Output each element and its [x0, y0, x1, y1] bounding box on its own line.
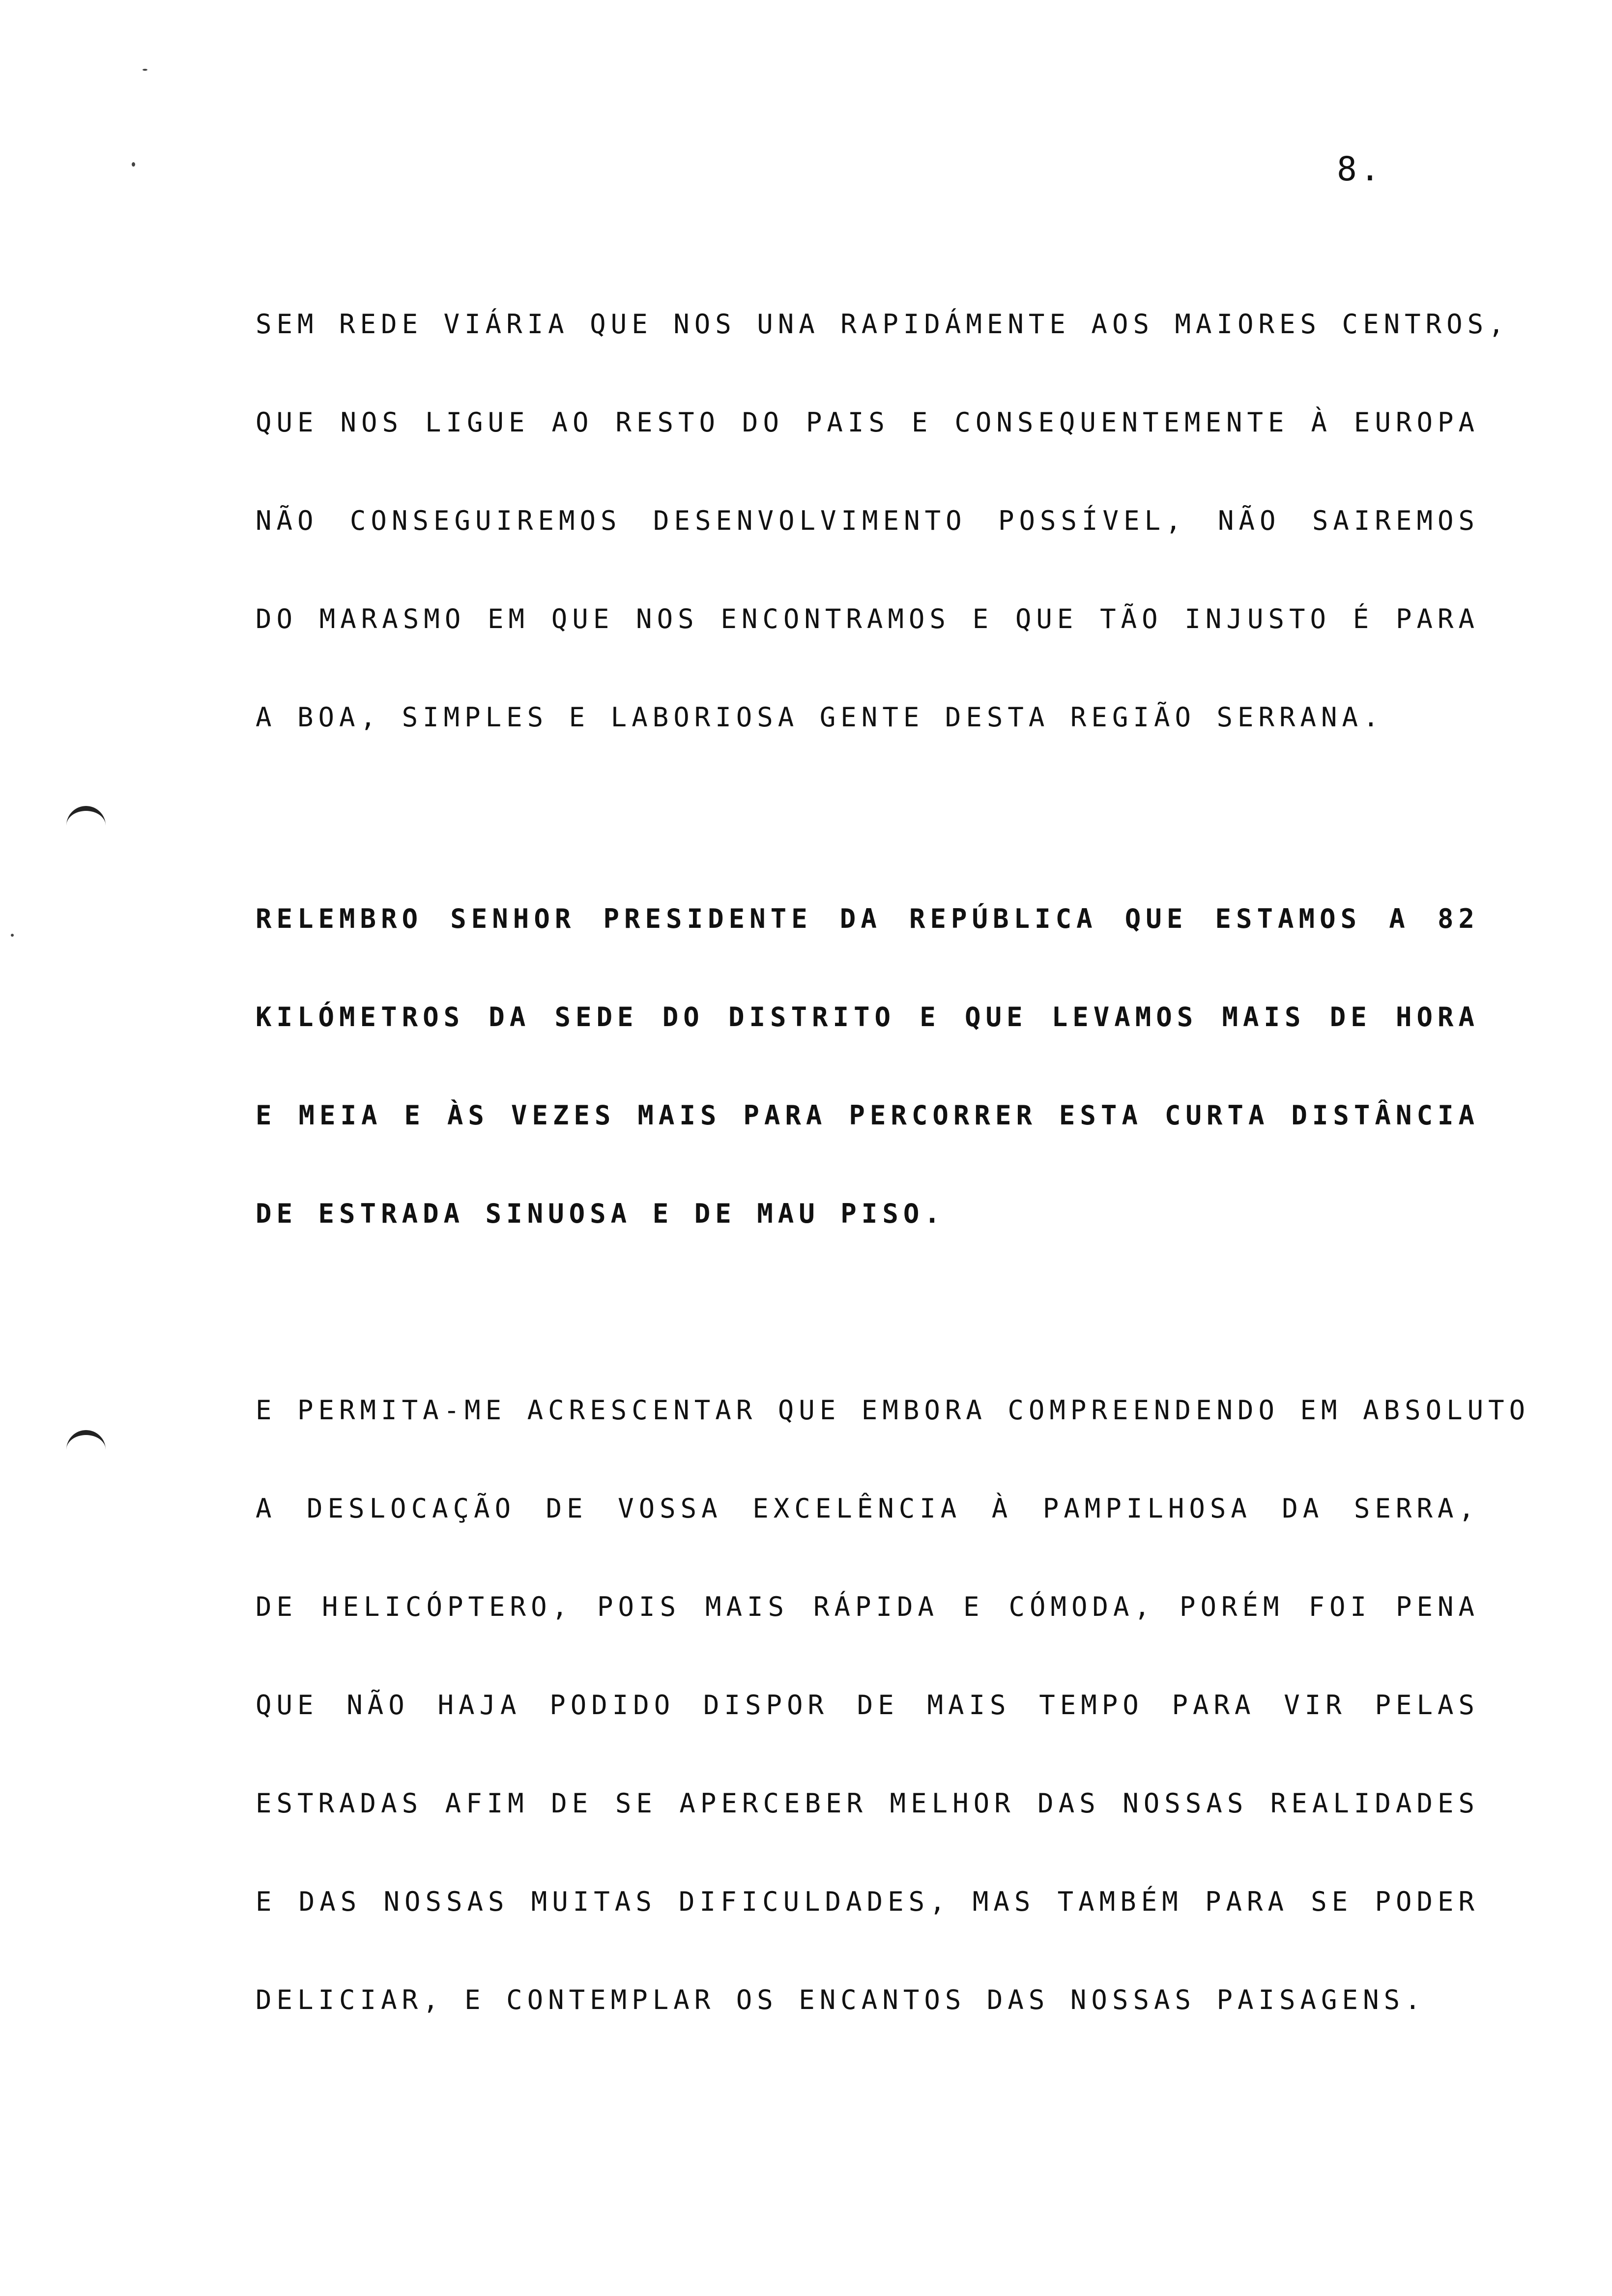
text-line: SEM REDE VIÁRIA QUE NOS UNA RAPIDÁMENTE AOS MAIORES CENTROS, — [256, 309, 1509, 340]
text-line: QUE NOS LIGUE AO RESTO DO PAIS E CONSEQUENTEMENTE À EUROPA — [256, 407, 1479, 438]
text-line: A BOA, SIMPLES E LABORIOSA GENTE DESTA REGIÃO SERRANA. — [256, 702, 1384, 733]
text-line: E DAS NOSSAS MUITAS DIFICULDADES, MAS TAMBÉM PARA SE PODER — [256, 1886, 1479, 1917]
text-line: KILÓMETROS DA SEDE DO DISTRITO E QUE LEVAMOS MAIS DE HORA — [256, 1002, 1479, 1033]
text-line: A DESLOCAÇÃO DE VOSSA EXCELÊNCIA À PAMPILHOSA DA SERRA, — [256, 1493, 1479, 1524]
scan-speck — [143, 69, 147, 71]
text-line: QUE NÃO HAJA PODIDO DISPOR DE MAIS TEMPO PARA VIR PELAS — [256, 1690, 1479, 1721]
paragraph-distance — [256, 870, 1479, 1263]
text-line: DELICIAR, E CONTEMPLAR OS ENCANTOS DAS NOSSAS PAISAGENS. — [256, 1984, 1426, 2015]
text-line: DE HELICÓPTERO, POIS MAIS RÁPIDA E CÓMODA, PORÉM FOI PENA — [256, 1591, 1479, 1622]
text-line: E PERMITA-ME ACRESCENTAR QUE EMBORA COMPREENDENDO EM ABSOLUTO — [256, 1395, 1530, 1426]
punch-hole-mark — [66, 1430, 106, 1450]
scan-speck — [11, 934, 14, 937]
page-number: 8. — [1337, 150, 1383, 189]
text-line: DO MARASMO EM QUE NOS ENCONTRAMOS E QUE TÃO INJUSTO É PARA — [256, 603, 1479, 634]
scan-speck — [132, 162, 135, 167]
text-line: DE ESTRADA SINUOSA E DE MAU PISO. — [256, 1198, 945, 1229]
paragraph-helicopter-visit — [256, 1361, 1530, 2049]
text-line: RELEMBRO SENHOR PRESIDENTE DA REPÚBLICA QUE ESTAMOS A 82 — [256, 903, 1479, 934]
text-line: NÃO CONSEGUIREMOS DESENVOLVIMENTO POSSÍVEL, NÃO SAIREMOS — [256, 505, 1479, 536]
punch-hole-mark — [66, 806, 106, 826]
paragraph-road-network — [256, 275, 1509, 767]
text-line: ESTRADAS AFIM DE SE APERCEBER MELHOR DAS NOSSAS REALIDADES — [256, 1788, 1479, 1819]
text-line: E MEIA E ÀS VEZES MAIS PARA PERCORRER ESTA CURTA DISTÂNCIA — [256, 1100, 1479, 1131]
